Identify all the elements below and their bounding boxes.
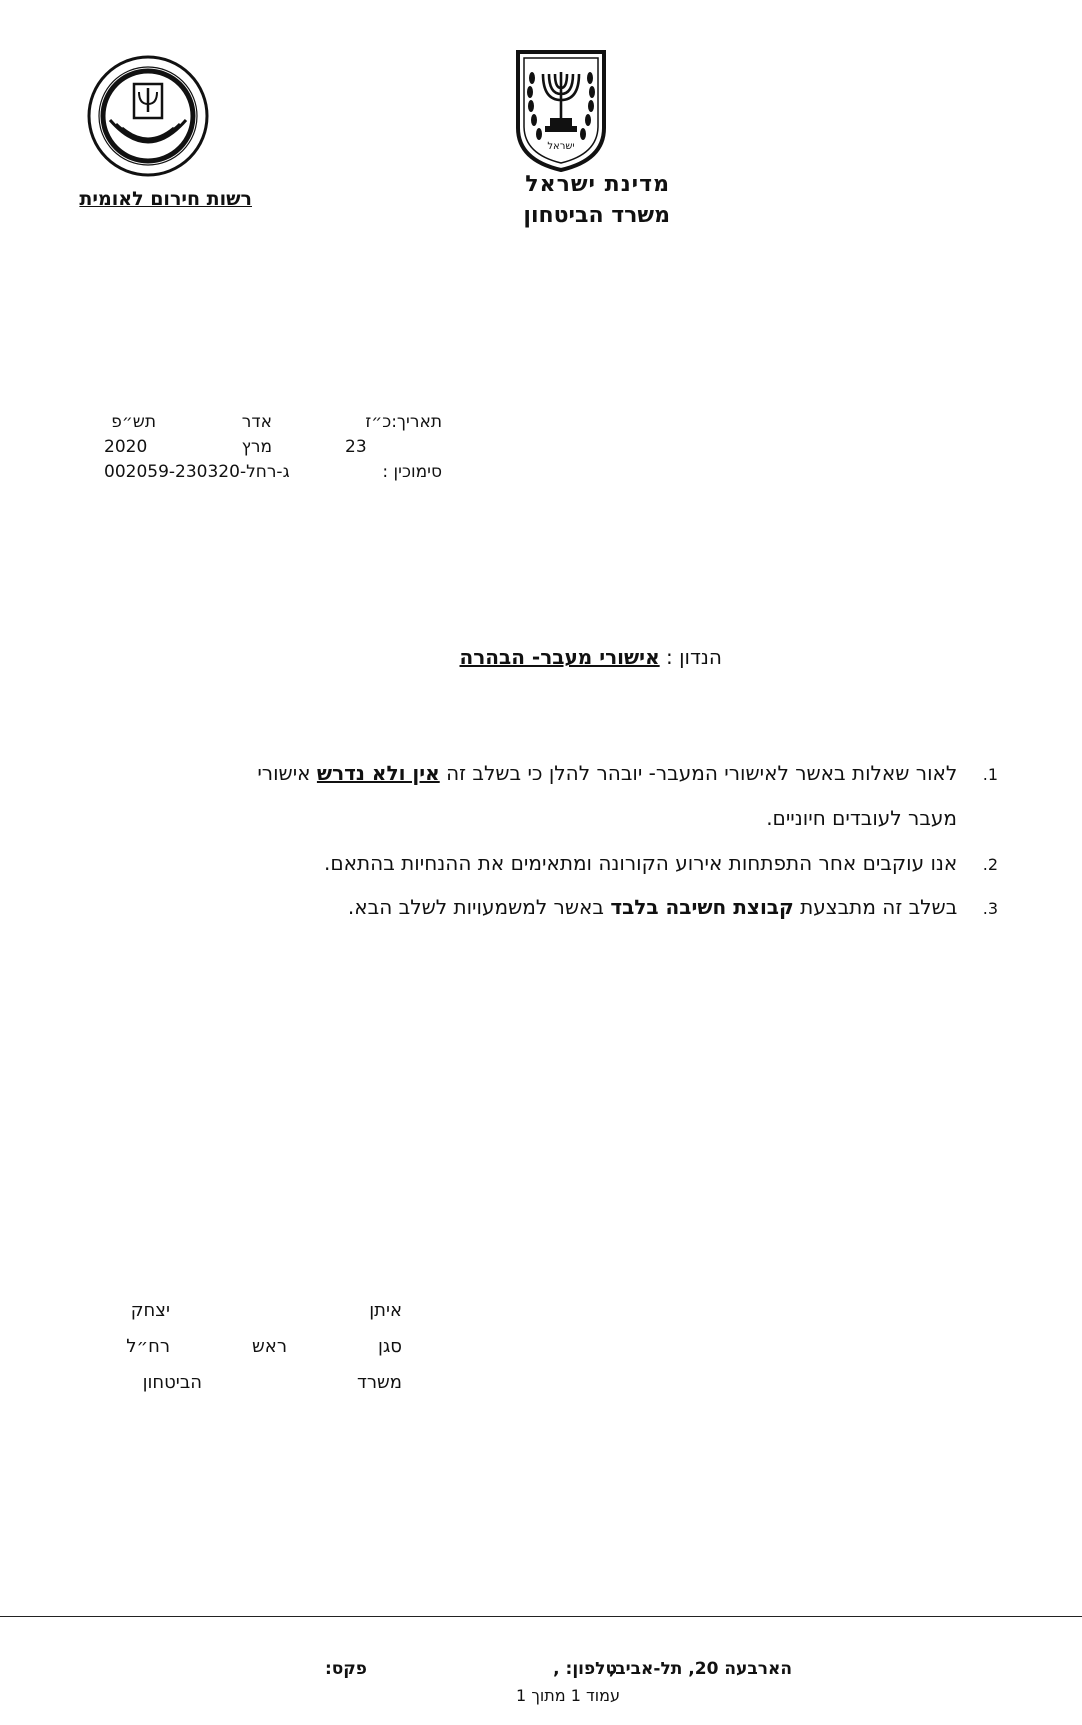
- signer-title-org: רח״ל: [126, 1336, 170, 1357]
- signer-title-deputy: סגן: [377, 1336, 402, 1357]
- hebrew-month: אדר: [241, 412, 272, 432]
- date-label: תאריך:: [391, 412, 442, 432]
- ministry-name: משרד הביטחון: [523, 203, 670, 228]
- emblem-text: ישראל: [547, 141, 575, 152]
- list-item-1-continuation: מעבר לעובדים חיוניים.: [766, 806, 957, 830]
- ref-value: ג-רחל-002059-230320: [104, 462, 290, 482]
- greg-month: מרץ: [241, 437, 272, 457]
- footer-phone: טלפון: ,: [553, 1659, 617, 1679]
- signer-first-name: איתן: [369, 1300, 402, 1321]
- item-number: 3.: [982, 899, 998, 918]
- list-item-2: [324, 851, 998, 875]
- subject-line: [460, 645, 723, 669]
- subject-value: אישורי מעבר- הבהרה: [459, 645, 660, 669]
- signer-last-name: יצחק: [130, 1300, 170, 1321]
- signer-title-head: ראש: [252, 1336, 287, 1357]
- subject-label: הנדון :: [666, 645, 722, 669]
- hebrew-year: תש״פ: [111, 412, 156, 432]
- item1-text-c: אישורי: [257, 761, 311, 785]
- item1-text-a: לאור שאלות באשר לאישורי המעבר- יובהר להלן כי בשלב זה: [446, 761, 958, 785]
- item-number: 2.: [982, 855, 998, 874]
- greg-year: 2020: [104, 437, 148, 457]
- item3-emphasis: קבוצת חשיבה בלבד: [610, 895, 794, 919]
- list-item-3: [348, 895, 998, 919]
- item-number: 1.: [982, 765, 998, 784]
- hebrew-day: כ״ז: [365, 412, 392, 432]
- page-number: עמוד 1 מתוך 1: [516, 1686, 620, 1705]
- ref-label: סימוכין :: [382, 462, 442, 482]
- signer-ministry-word2: הביטחון: [142, 1372, 202, 1393]
- state-name: מדינת ישראל: [525, 172, 670, 197]
- footer-fax: פקס:: [324, 1659, 367, 1679]
- signer-ministry-word1: משרד: [357, 1372, 402, 1393]
- authority-name: רשות חירום לאומית: [79, 188, 252, 210]
- list-item-1: [257, 761, 998, 785]
- footer-address: הארבעה 20, תל-אביב,: [608, 1659, 792, 1679]
- item1-emphasis: אין ולא נדרש: [316, 761, 440, 785]
- item3-text-a: בשלב זה מתבצעת: [800, 895, 958, 919]
- item3-text-c: באשר למשמעויות לשלב הבא.: [347, 895, 604, 919]
- item2-text: אנו עוקבים אחר התפתחות אירוע הקורונה ומתאימים את ההנחיות בהתאם.: [324, 851, 958, 875]
- israel-emblem-icon: [512, 48, 610, 174]
- footer-divider: [0, 1616, 1082, 1617]
- rahal-seal-icon: [86, 54, 210, 178]
- greg-day: 23: [345, 437, 367, 457]
- date-hebrew-row: [330, 412, 442, 432]
